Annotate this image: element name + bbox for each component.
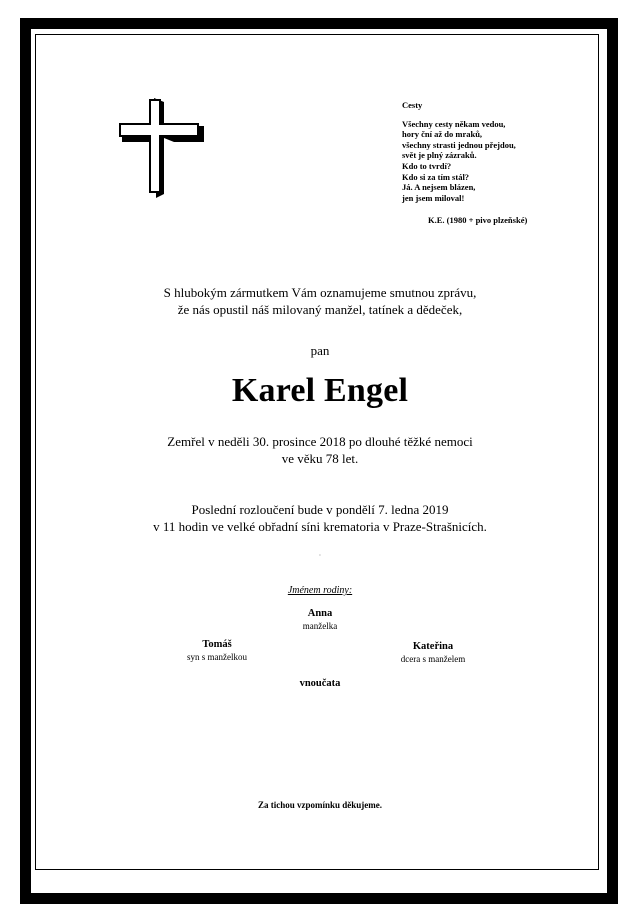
poem-line: Kdo si za tím stál? xyxy=(402,171,470,182)
poem-line: Já. A nejsem blázen, xyxy=(402,182,476,193)
poem-line: Kdo to tvrdí? xyxy=(402,160,452,171)
member-role: manželka xyxy=(302,621,338,631)
closing-thanks: Za tichou vzpomínku děkujeme. xyxy=(257,800,382,810)
death-line: Zemřel v neděli 30. prosince 2018 po dlouhé těžké nemoci xyxy=(167,434,473,449)
poem-line: svět je plný zázraků. xyxy=(402,150,477,161)
family-member-son xyxy=(157,639,277,662)
farewell-line: v 11 hodin ve velké obřadní síni krematoria v Praze-Strašnicích. xyxy=(153,519,487,534)
poem-line: jen jsem miloval! xyxy=(402,192,465,203)
family-heading-text: Jménem rodiny: xyxy=(287,585,353,596)
member-name: Tomáš xyxy=(202,639,232,650)
member-name: Anna xyxy=(307,608,333,619)
grandchildren: vnoučata xyxy=(299,678,341,689)
salutation: pan xyxy=(310,343,330,358)
death-info xyxy=(0,433,640,467)
cross-shadow xyxy=(122,98,204,198)
intro-text xyxy=(0,284,640,318)
cross-icon xyxy=(118,98,204,198)
member-name: Kateřina xyxy=(412,641,454,652)
farewell-line: Poslední rozloučení bude v pondělí 7. ledna 2019 xyxy=(191,502,449,517)
family-member-wife xyxy=(260,608,380,631)
deceased-name: Karel Engel xyxy=(231,372,409,409)
death-line: ve věku 78 let. xyxy=(281,451,359,466)
separator-dot: · xyxy=(318,551,322,560)
poem xyxy=(402,100,592,203)
member-role: dcera s manželem xyxy=(400,654,466,664)
poem-line: všechny strasti jednou přejdou, xyxy=(402,139,516,150)
member-role: syn s manželkou xyxy=(187,652,247,662)
family-heading xyxy=(0,585,640,596)
intro-line: S hlubokým zármutkem Vám oznamujeme smutnou zprávu, xyxy=(163,285,477,300)
poem-line: Všechny cesty někam vedou, xyxy=(402,118,506,129)
intro-line: že nás opustil náš milovaný manžel, tatínek a dědeček, xyxy=(177,302,463,317)
family-member-daughter xyxy=(373,641,493,664)
poem-line: hory ční až do mraků, xyxy=(402,129,483,140)
poem-title: Cesty xyxy=(402,100,423,110)
poem-author: K.E. (1980 + pivo plzeňské) xyxy=(428,215,528,225)
farewell-info xyxy=(0,501,640,535)
cross-face xyxy=(120,100,198,192)
